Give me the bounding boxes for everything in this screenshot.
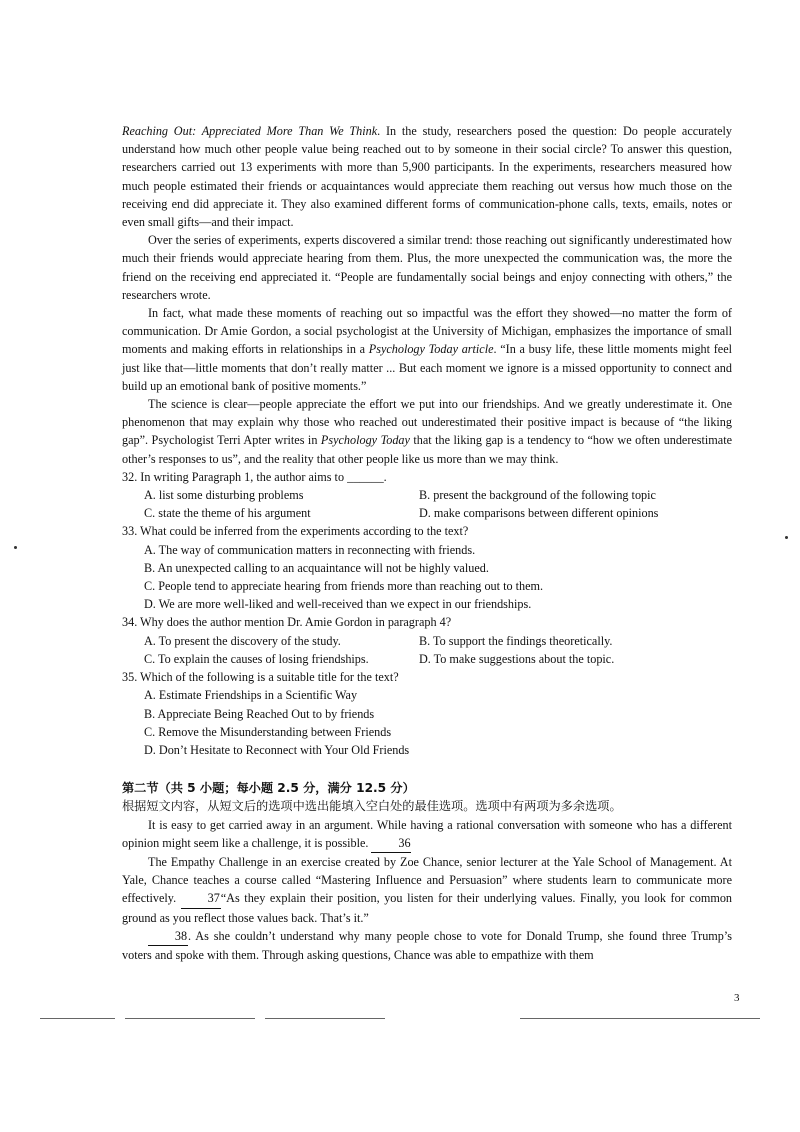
section-2-instruction: 根据短文内容，从短文后的选项中选出能填入空白处的最佳选项。选项中有两项为多余选项。 [122,799,622,814]
option-b: B. An unexpected calling to an acquaintance will not be highly valued. [144,560,489,575]
question-33: 33. What could be inferred from the experiments according to the text? A. The way of communication matters in reconnecting with friends. B. An unexpected calling to an acquaintance will not be highly valued. C. People tend to appreciate hearing from friends more than reaching out to them. D. We are more well-liked and well-received than we expect in our friendships. [122,522,732,613]
option-a: A. list some disturbing problems [144,488,304,503]
option-d: D. make comparisons between different opinions [419,506,659,521]
option-a: A. Estimate Friendships in a Scientific Way [144,688,358,703]
paragraph-1: Reaching Out: Appreciated More Than We Think. In the study, researchers posed the question: Do people accurately understand how much other people value being reached out to by someone in their social circle? To answer this question, researchers carried out 13 experiments with more than 5,900 participants. In the experiments, researchers measured how much people estimated their friends or acquaintances would appreciate them reaching out versus how much those on the receiving end did appreciate it. They also examined different forms of communication-phone calls, texts, emails, notes or even small gifts—and their impact. [122,124,732,230]
option-d: D. We are more well-liked and well-received than we expect in our friendships. [144,597,532,612]
option-d: D. To make suggestions about the topic. [419,651,615,666]
footer-rule [125,1018,255,1019]
scan-speck [14,546,17,549]
footer-rule [40,1018,115,1019]
paragraph-3: In fact, what made these moments of reaching out so impactful was the effort they showed—no matter the form of communication. Dr Amie Gordon, a social psychologist at the University of Michigan, emphasizes the importance of small moments and making efforts in relationships in a Psychology Today article. “In a busy life, these little moments might feel just like that—little moments that don’t really matter ... But each moment we ignore is a missed opportunity to connect and build up an emotional bank of positive moments.” [122,306,732,393]
question-32: 32. In writing Paragraph 1, the author aims to ______. A. list some disturbing problems B. present the background of the following topic C. state the theme of his argument D. make comparisons between different opinions [122,468,732,523]
option-c: C. To explain the causes of losing friendships. [144,651,369,666]
footer-rule [265,1018,385,1019]
blank-38: 38 [148,927,188,946]
option-a: A. The way of communication matters in reconnecting with friends. [144,542,476,557]
option-c: C. People tend to appreciate hearing from friends more than reaching out to them. [144,579,544,594]
question-35: 35. Which of the following is a suitable title for the text? A. Estimate Friendships in a Scientific Way B. Appreciate Being Reached Out to by friends C. Remove the Misunderstanding between Friends D. Don’t Hesitate to Reconnect with Your Old Friends [122,668,732,759]
paragraph-2: Over the series of experiments, experts discovered a similar trend: those reaching out significantly underestimated how much their friends would appreciate hearing from them. Plus, the more unexpected the communication was, the more the friend on the receiving end appreciated it. “People are fundamentally social beings and enjoy connecting with others,” the researchers wrote. [122,233,732,302]
option-a: A. To present the discovery of the study. [144,633,341,648]
page-number: 3 [734,992,740,1004]
paragraph-4: The science is clear—people appreciate the effort we put into our friendships. And we greatly underestimate it. One phenomenon that may explain why those who reached out underestimated their positive impact is because of “the liking gap”. Psychologist Terri Apter writes in Psychology Today that the liking gap is a tendency to “how we often underestimate other’s responses to us”, and the reality that other people like us more than we may think. [122,397,732,466]
option-c: C. Remove the Misunderstanding between Friends [144,724,392,739]
section-2-title: 第二节（共 5 小题；每小题 2.5 分，满分 12.5 分） [122,781,415,796]
scan-speck [785,536,788,539]
option-b: B. Appreciate Being Reached Out to by friends [144,706,375,721]
blank-37: 37 [181,889,221,908]
footer-rule [520,1018,760,1019]
cloze-paragraph-1: It is easy to get carried away in an argument. While having a rational conversation with someone who has a different opinion might seem like a challenge, it is possible. 36 [122,816,732,853]
blank-36: 36 [371,834,411,853]
cloze-paragraph-2: The Empathy Challenge in an exercise created by Zoe Chance, senior lecturer at the Yale School of Management. At Yale, Chance teaches a course called “Mastering Influence and Persuasion” where students learn to communicate more effectively. 37“As they explain their position, you listen for their underlying values. Finally, you look for common ground as you reflect those values back. That’s it.” [122,854,733,925]
cloze-paragraph-3: 38. As she couldn’t understand why many people chose to vote for Donald Trump, she found three Trump’s voters and spoke with them. Through asking questions, Chance was able to empathize with them [122,928,732,962]
option-b: B. To support the findings theoretically. [419,633,613,648]
option-c: C. state the theme of his argument [144,506,311,521]
option-b: B. present the background of the following topic [419,488,656,503]
study-title: Reaching Out: Appreciated More Than We Think [122,124,378,138]
question-34: 34. Why does the author mention Dr. Amie Gordon in paragraph 4? A. To present the discovery of the study. B. To support the findings theoretically. C. To explain the causes of losing friendships. D. To make suggestions about the topic. [122,613,732,668]
option-d: D. Don’t Hesitate to Reconnect with Your Old Friends [144,742,410,757]
reading-passage [122,122,732,964]
